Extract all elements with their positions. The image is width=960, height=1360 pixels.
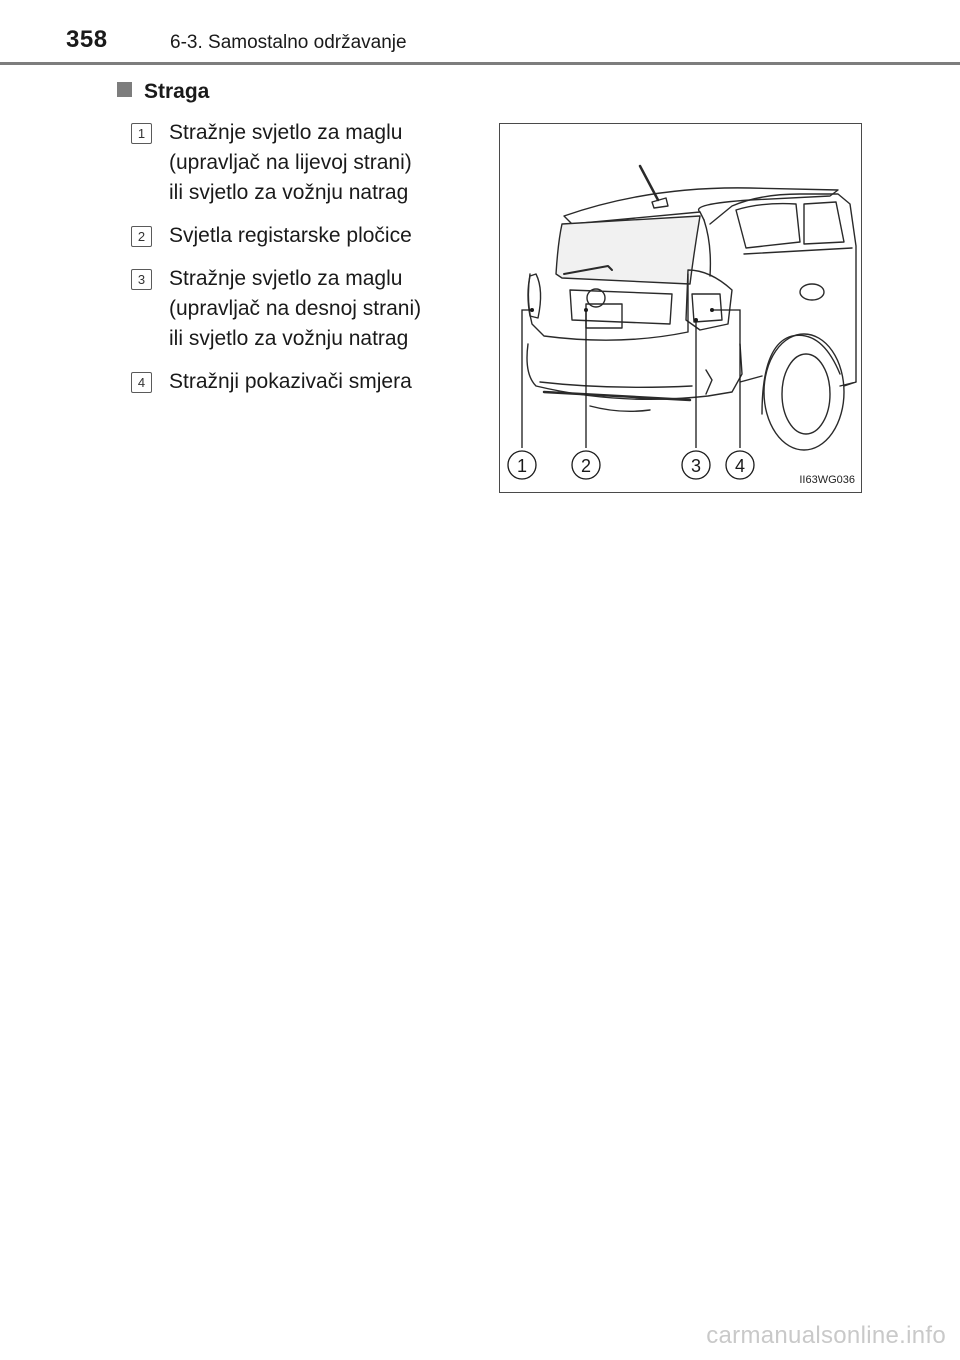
- page-header: [0, 0, 960, 66]
- item-text-line: Svjetla registarske pločice: [169, 224, 412, 247]
- list-item: [131, 367, 477, 397]
- callout-2-label: 2: [580, 456, 592, 476]
- square-bullet-icon: [117, 82, 132, 97]
- item-text-line: Stražnji pokazivači smjera: [169, 370, 412, 393]
- page-number: 358: [66, 26, 108, 53]
- item-list: [131, 118, 477, 410]
- item-text-line: ili svjetlo za vožnju natrag: [169, 181, 409, 204]
- item-number-badge: 3: [131, 269, 152, 290]
- figure-code: II63WG036: [799, 474, 855, 486]
- section-title: 6-3. Samostalno održavanje: [170, 32, 407, 53]
- list-item: [131, 264, 477, 354]
- item-text-line: ili svjetlo za vožnju natrag: [169, 327, 409, 350]
- car-rear-drawing: [500, 124, 861, 492]
- item-number-badge: 2: [131, 226, 152, 247]
- item-number-badge: 4: [131, 372, 152, 393]
- item-text-line: Stražnje svjetlo za maglu: [169, 121, 403, 144]
- callout-1-label: 1: [516, 456, 528, 476]
- item-number-badge: 1: [131, 123, 152, 144]
- subheading-text: Straga: [144, 80, 210, 103]
- callout-4-label: 4: [734, 456, 746, 476]
- subheading: [117, 80, 209, 104]
- watermark-text: carmanualsonline.info: [706, 1322, 946, 1349]
- callout-3-label: 3: [690, 456, 702, 476]
- item-text-line: Stražnje svjetlo za maglu: [169, 267, 403, 290]
- list-item: [131, 221, 477, 251]
- list-item: [131, 118, 477, 208]
- header-divider: [0, 62, 960, 65]
- item-text-line: (upravljač na lijevoj strani): [169, 151, 412, 174]
- item-text-line: (upravljač na desnoj strani): [169, 297, 422, 320]
- car-rear-illustration: [499, 123, 862, 493]
